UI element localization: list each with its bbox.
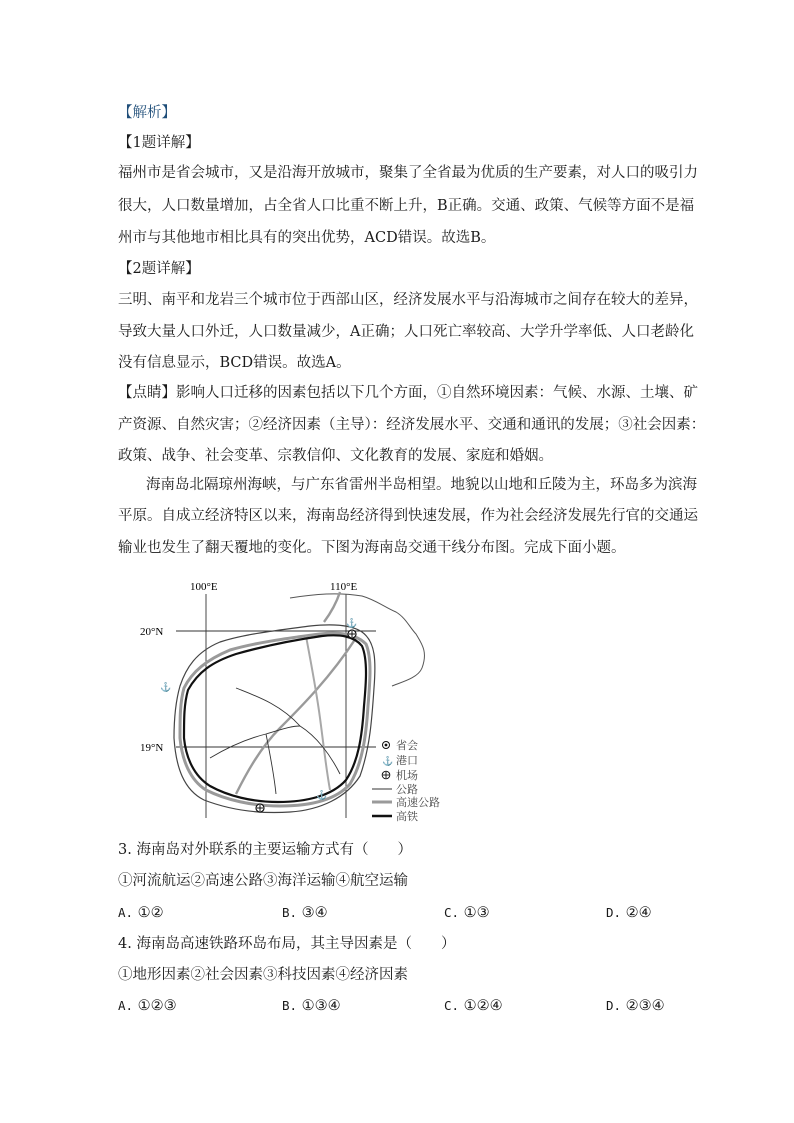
q1-detail-line: 很大，人口数量增加，占全省人口比重不断上升，B正确。交通、政策、气候等方面不是福: [118, 198, 695, 214]
option-a[interactable]: [118, 996, 177, 1016]
option-c[interactable]: [444, 996, 503, 1016]
hainan-transport-map: [140, 578, 460, 830]
option-key: A.: [118, 998, 134, 1013]
option-text: ②③④: [625, 998, 665, 1014]
q2-detail-title: 【2题详解】: [118, 261, 200, 277]
q2-detail-line: 三明、南平和龙岩三个城市位于西部山区，经济发展水平与沿海城市之间存在较大的差异，: [118, 292, 698, 308]
option-key: C.: [444, 905, 460, 920]
option-text: ①②③: [137, 998, 177, 1014]
intro-line: 输业也发生了翻天覆地的变化。下图为海南岛交通干线分布图。完成下面小题。: [118, 540, 626, 556]
option-a[interactable]: [118, 903, 164, 923]
mainland-coast: [290, 594, 424, 686]
legend-label: 省会: [396, 740, 418, 752]
option-key: D.: [606, 905, 622, 920]
question-4-items: ①地形因素②社会因素③科技因素④经济因素: [118, 967, 408, 983]
q1-detail-title: 【1题详解】: [118, 135, 200, 151]
map-legend: [372, 738, 440, 823]
option-text: ①③④: [301, 998, 341, 1014]
road: [266, 734, 276, 794]
road: [210, 726, 300, 758]
option-key: D.: [606, 998, 622, 1013]
road: [236, 688, 300, 726]
intro-line: 海南岛北隔琼州海峡，与广东省雷州半岛相望。地貌以山地和丘陵为主，环岛多为滨海: [146, 477, 697, 493]
tip-line: 政策、战争、社会变革、宗教信仰、文化教育的发展、家庭和婚姻。: [118, 448, 553, 464]
option-key: C.: [444, 998, 460, 1013]
option-d[interactable]: [606, 996, 665, 1016]
option-text: ①②④: [463, 998, 503, 1014]
legend-label: 高速公路: [396, 797, 440, 809]
option-b[interactable]: [282, 996, 341, 1016]
option-key: B.: [282, 998, 298, 1013]
tip-line: 【点睛】影响人口迁移的因素包括以下几个方面，①自然环境因素：气候、水源、土壤、矿: [118, 385, 698, 401]
legend-label: 机场: [396, 770, 418, 782]
option-text: ②④: [625, 905, 652, 921]
option-key: A.: [118, 905, 134, 920]
port-icon: ⚓: [316, 791, 328, 801]
question-4-stem: 4. 海南岛高速铁路环岛布局，其主导因素是（ ）: [118, 936, 456, 952]
option-text: ①③: [463, 905, 490, 921]
q1-detail-line: 州市与其他地市相比具有的突出优势，ACD错误。故选B。: [118, 230, 496, 246]
q2-detail-line: 导致大量人口外迁，人口数量减少，A正确；人口死亡率较高、大学升学率低、人口老龄化: [118, 324, 694, 340]
question-3-stem: 3. 海南岛对外联系的主要运输方式有（ ）: [118, 842, 412, 858]
option-text: ①②: [137, 905, 164, 921]
tip-line: 产资源、自然灾害；②经济因素（主导）：经济发展水平、交通和通讯的发展；③社会因素：: [118, 417, 706, 433]
capital-icon: [385, 744, 388, 747]
q2-detail-line: 没有信息显示，BCD错误。故选A。: [118, 355, 351, 371]
q1-detail-line: 福州市是省会城市，又是沿海开放城市，聚集了全省最为优质的生产要素，对人口的吸引力: [118, 165, 698, 181]
legend-label: 公路: [396, 784, 418, 796]
option-b[interactable]: [282, 903, 328, 923]
lat-label: 20°N: [140, 626, 164, 638]
option-d[interactable]: [606, 903, 652, 923]
option-key: B.: [282, 905, 298, 920]
question-3-items: ①河流航运②高速公路③海洋运输④航空运输: [118, 873, 408, 889]
lon-label: 110°E: [330, 581, 358, 593]
intro-line: 平原。自成立经济特区以来，海南岛经济得到快速发展，作为社会经济发展先行官的交通运: [118, 508, 698, 524]
port-icon: ⚓: [160, 683, 172, 693]
lat-label: 19°N: [140, 742, 164, 754]
legend-label: 港口: [396, 755, 418, 767]
analysis-header: 【解析】: [118, 105, 176, 121]
expressway-link: [324, 592, 340, 622]
expressway-central-2: [306, 636, 330, 790]
port-icon: ⚓: [346, 619, 358, 629]
road: [300, 726, 340, 774]
lon-label: 100°E: [190, 581, 218, 593]
legend-label: 高铁: [396, 811, 418, 823]
option-text: ③④: [301, 905, 328, 921]
port-icon: ⚓: [382, 757, 394, 767]
option-c[interactable]: [444, 903, 490, 923]
